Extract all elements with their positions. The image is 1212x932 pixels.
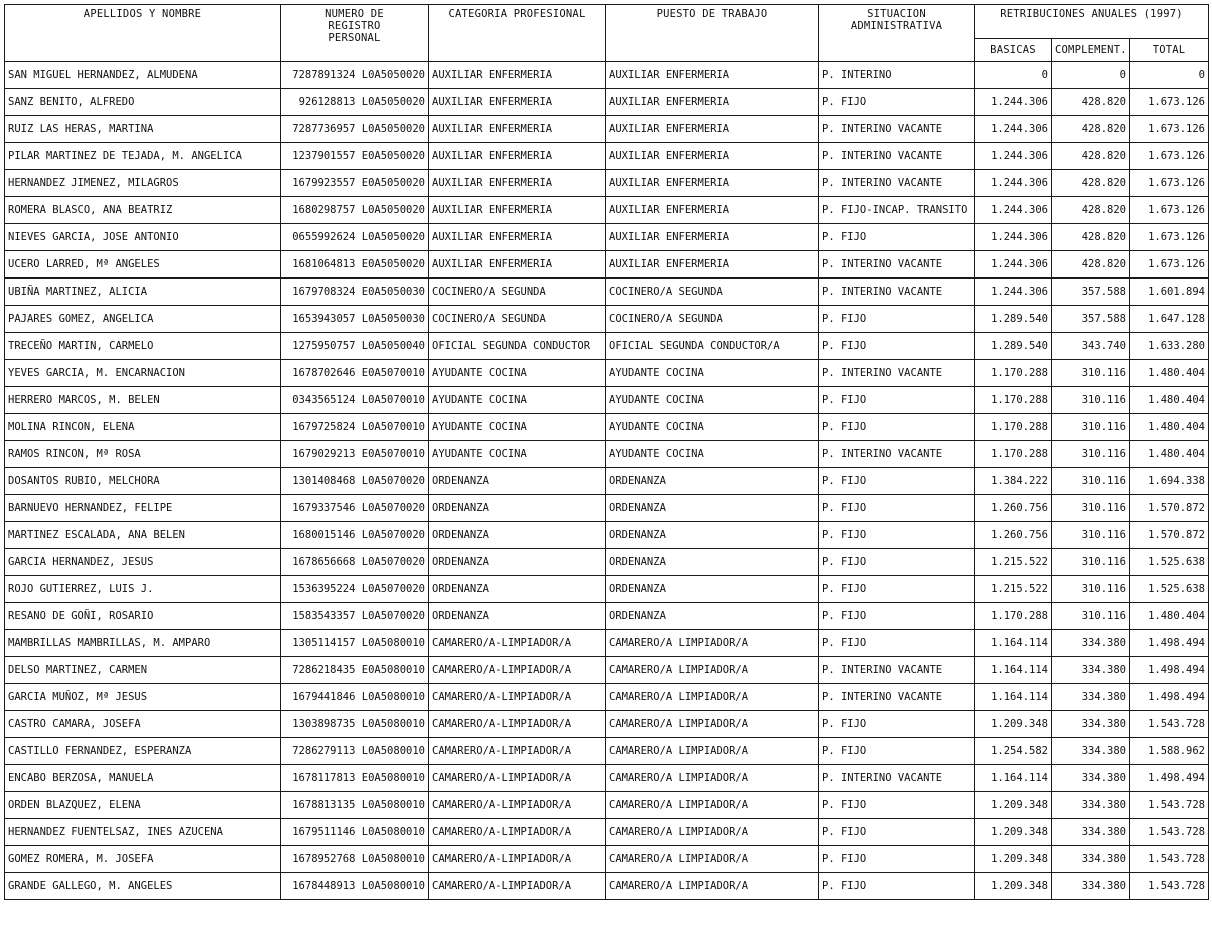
personnel-table xyxy=(4,4,1209,900)
cell-name: CASTILLO FERNANDEZ, ESPERANZA xyxy=(5,738,281,765)
cell-puesto: AYUDANTE COCINA xyxy=(606,387,819,414)
cell-registro: 1681064813 E0A5050020 xyxy=(281,251,429,279)
cell-name: NIEVES GARCIA, JOSE ANTONIO xyxy=(5,224,281,251)
cell-puesto: ORDENANZA xyxy=(606,576,819,603)
cell-categoria: AUXILIAR ENFERMERIA xyxy=(429,251,606,279)
table-row xyxy=(5,278,1209,306)
cell-puesto: AUXILIAR ENFERMERIA xyxy=(606,224,819,251)
cell-categoria: CAMARERO/A-LIMPIADOR/A xyxy=(429,873,606,900)
cell-total: 1.498.494 xyxy=(1130,765,1209,792)
header-situacion-line2: ADMINISTRATIVA xyxy=(850,20,943,32)
cell-categoria: AUXILIAR ENFERMERIA xyxy=(429,89,606,116)
header-situacion xyxy=(819,5,975,62)
table-row xyxy=(5,143,1209,170)
cell-registro: 7286279113 L0A5080010 xyxy=(281,738,429,765)
cell-total: 1.570.872 xyxy=(1130,522,1209,549)
table-row xyxy=(5,441,1209,468)
cell-categoria: AUXILIAR ENFERMERIA xyxy=(429,197,606,224)
header-situacion-line1: SITUACION xyxy=(867,8,926,20)
table-row xyxy=(5,711,1209,738)
cell-complement: 310.116 xyxy=(1052,468,1130,495)
cell-name: PAJARES GOMEZ, ANGELICA xyxy=(5,306,281,333)
cell-complement: 334.380 xyxy=(1052,873,1130,900)
cell-situacion: P. FIJO xyxy=(819,792,975,819)
cell-name: PILAR MARTINEZ DE TEJADA, M. ANGELICA xyxy=(5,143,281,170)
cell-basicas: 1.244.306 xyxy=(975,278,1052,306)
cell-total: 1.633.280 xyxy=(1130,333,1209,360)
header-complement: COMPLEMENT. xyxy=(1052,39,1130,62)
cell-puesto: ORDENANZA xyxy=(606,495,819,522)
cell-basicas: 1.209.348 xyxy=(975,873,1052,900)
cell-name: MAMBRILLAS MAMBRILLAS, M. AMPARO xyxy=(5,630,281,657)
cell-situacion: P. INTERINO VACANTE xyxy=(819,441,975,468)
cell-registro: 1301408468 L0A5070020 xyxy=(281,468,429,495)
cell-situacion: P. FIJO xyxy=(819,603,975,630)
cell-name: ROJO GUTIERREZ, LUIS J. xyxy=(5,576,281,603)
table-row xyxy=(5,576,1209,603)
cell-situacion: P. INTERINO VACANTE xyxy=(819,360,975,387)
cell-total: 1.543.728 xyxy=(1130,792,1209,819)
cell-categoria: CAMARERO/A-LIMPIADOR/A xyxy=(429,792,606,819)
cell-basicas: 1.244.306 xyxy=(975,116,1052,143)
cell-puesto: CAMARERO/A LIMPIADOR/A xyxy=(606,684,819,711)
table-row xyxy=(5,630,1209,657)
table-row xyxy=(5,765,1209,792)
cell-basicas: 1.170.288 xyxy=(975,387,1052,414)
cell-categoria: AUXILIAR ENFERMERIA xyxy=(429,116,606,143)
cell-total: 1.673.126 xyxy=(1130,170,1209,197)
cell-complement: 334.380 xyxy=(1052,657,1130,684)
cell-basicas: 1.244.306 xyxy=(975,251,1052,279)
cell-registro: 7287736957 L0A5050020 xyxy=(281,116,429,143)
cell-puesto: AUXILIAR ENFERMERIA xyxy=(606,170,819,197)
cell-total: 1.543.728 xyxy=(1130,873,1209,900)
header-retribuciones: RETRIBUCIONES ANUALES (1997) xyxy=(975,5,1209,39)
cell-complement: 334.380 xyxy=(1052,630,1130,657)
cell-categoria: ORDENANZA xyxy=(429,576,606,603)
cell-situacion: P. FIJO xyxy=(819,495,975,522)
table-row xyxy=(5,333,1209,360)
cell-basicas: 1.254.582 xyxy=(975,738,1052,765)
cell-basicas: 1.289.540 xyxy=(975,333,1052,360)
cell-name: SANZ BENITO, ALFREDO xyxy=(5,89,281,116)
table-row xyxy=(5,224,1209,251)
table-row xyxy=(5,360,1209,387)
table-row xyxy=(5,792,1209,819)
cell-situacion: P. INTERINO xyxy=(819,62,975,89)
cell-total: 1.480.404 xyxy=(1130,387,1209,414)
cell-total: 1.543.728 xyxy=(1130,846,1209,873)
cell-registro: 1679441846 L0A5080010 xyxy=(281,684,429,711)
cell-categoria: AYUDANTE COCINA xyxy=(429,441,606,468)
cell-complement: 310.116 xyxy=(1052,603,1130,630)
cell-basicas: 1.170.288 xyxy=(975,414,1052,441)
cell-puesto: ORDENANZA xyxy=(606,522,819,549)
cell-complement: 334.380 xyxy=(1052,792,1130,819)
cell-total: 1.480.404 xyxy=(1130,414,1209,441)
cell-registro: 7286218435 E0A5080010 xyxy=(281,657,429,684)
cell-name: RAMOS RINCON, Mª ROSA xyxy=(5,441,281,468)
table-row xyxy=(5,873,1209,900)
cell-puesto: COCINERO/A SEGUNDA xyxy=(606,278,819,306)
cell-categoria: CAMARERO/A-LIMPIADOR/A xyxy=(429,738,606,765)
cell-registro: 1583543357 L0A5070020 xyxy=(281,603,429,630)
cell-puesto: AUXILIAR ENFERMERIA xyxy=(606,62,819,89)
cell-registro: 1303898735 L0A5080010 xyxy=(281,711,429,738)
cell-registro: 0655992624 L0A5050020 xyxy=(281,224,429,251)
cell-puesto: COCINERO/A SEGUNDA xyxy=(606,306,819,333)
cell-registro: 1653943057 L0A5050030 xyxy=(281,306,429,333)
table-row xyxy=(5,846,1209,873)
header-registro-line3: PERSONAL xyxy=(328,32,381,44)
cell-categoria: COCINERO/A SEGUNDA xyxy=(429,306,606,333)
cell-registro: 1678117813 E0A5080010 xyxy=(281,765,429,792)
cell-situacion: P. FIJO xyxy=(819,414,975,441)
cell-complement: 334.380 xyxy=(1052,765,1130,792)
cell-situacion: P. INTERINO VACANTE xyxy=(819,684,975,711)
cell-total: 1.673.126 xyxy=(1130,116,1209,143)
cell-complement: 357.588 xyxy=(1052,306,1130,333)
cell-situacion: P. FIJO xyxy=(819,846,975,873)
cell-registro: 0343565124 L0A5070010 xyxy=(281,387,429,414)
cell-situacion: P. FIJO xyxy=(819,468,975,495)
cell-complement: 334.380 xyxy=(1052,819,1130,846)
cell-registro: 1680015146 L0A5070020 xyxy=(281,522,429,549)
cell-registro: 1678702646 E0A5070010 xyxy=(281,360,429,387)
cell-complement: 428.820 xyxy=(1052,89,1130,116)
cell-categoria: CAMARERO/A-LIMPIADOR/A xyxy=(429,765,606,792)
cell-basicas: 1.215.522 xyxy=(975,576,1052,603)
cell-puesto: CAMARERO/A LIMPIADOR/A xyxy=(606,711,819,738)
table-body xyxy=(5,62,1209,900)
cell-puesto: AUXILIAR ENFERMERIA xyxy=(606,116,819,143)
cell-puesto: AUXILIAR ENFERMERIA xyxy=(606,251,819,279)
cell-registro: 926128813 L0A5050020 xyxy=(281,89,429,116)
cell-complement: 334.380 xyxy=(1052,684,1130,711)
cell-situacion: P. INTERINO VACANTE xyxy=(819,170,975,197)
cell-puesto: ORDENANZA xyxy=(606,549,819,576)
cell-situacion: P. FIJO xyxy=(819,224,975,251)
retribuciones-sheet xyxy=(4,4,1208,928)
cell-categoria: CAMARERO/A-LIMPIADOR/A xyxy=(429,819,606,846)
cell-total: 1.498.494 xyxy=(1130,684,1209,711)
cell-categoria: COCINERO/A SEGUNDA xyxy=(429,278,606,306)
cell-complement: 334.380 xyxy=(1052,711,1130,738)
cell-categoria: CAMARERO/A-LIMPIADOR/A xyxy=(429,630,606,657)
cell-puesto: ORDENANZA xyxy=(606,603,819,630)
table-row xyxy=(5,116,1209,143)
cell-basicas: 1.209.348 xyxy=(975,819,1052,846)
header-registro-line1: NUMERO DE xyxy=(325,8,384,20)
cell-basicas: 1.244.306 xyxy=(975,143,1052,170)
cell-situacion: P. FIJO xyxy=(819,576,975,603)
cell-total: 1.673.126 xyxy=(1130,143,1209,170)
cell-situacion: P. FIJO xyxy=(819,738,975,765)
table-row xyxy=(5,549,1209,576)
cell-name: YEVES GARCIA, M. ENCARNACION xyxy=(5,360,281,387)
cell-complement: 428.820 xyxy=(1052,116,1130,143)
cell-total: 1.543.728 xyxy=(1130,711,1209,738)
cell-complement: 310.116 xyxy=(1052,522,1130,549)
cell-complement: 428.820 xyxy=(1052,251,1130,279)
cell-situacion: P. FIJO xyxy=(819,306,975,333)
cell-puesto: CAMARERO/A LIMPIADOR/A xyxy=(606,846,819,873)
cell-categoria: AYUDANTE COCINA xyxy=(429,414,606,441)
cell-registro: 1679511146 L0A5080010 xyxy=(281,819,429,846)
cell-basicas: 0 xyxy=(975,62,1052,89)
cell-categoria: ORDENANZA xyxy=(429,495,606,522)
table-header xyxy=(5,5,1209,62)
cell-basicas: 1.244.306 xyxy=(975,170,1052,197)
cell-categoria: AUXILIAR ENFERMERIA xyxy=(429,224,606,251)
table-row xyxy=(5,306,1209,333)
cell-puesto: ORDENANZA xyxy=(606,468,819,495)
cell-puesto: CAMARERO/A LIMPIADOR/A xyxy=(606,657,819,684)
cell-name: UCERO LARRED, Mª ANGELES xyxy=(5,251,281,279)
cell-total: 0 xyxy=(1130,62,1209,89)
cell-registro: 1679708324 E0A5050030 xyxy=(281,278,429,306)
cell-puesto: OFICIAL SEGUNDA CONDUCTOR/A xyxy=(606,333,819,360)
header-registro xyxy=(281,5,429,62)
cell-situacion: P. FIJO-INCAP. TRANSITO xyxy=(819,197,975,224)
table-row xyxy=(5,468,1209,495)
cell-complement: 357.588 xyxy=(1052,278,1130,306)
cell-situacion: P. INTERINO VACANTE xyxy=(819,278,975,306)
cell-situacion: P. FIJO xyxy=(819,711,975,738)
cell-name: CASTRO CAMARA, JOSEFA xyxy=(5,711,281,738)
cell-name: HERNANDEZ JIMENEZ, MILAGROS xyxy=(5,170,281,197)
cell-total: 1.525.638 xyxy=(1130,549,1209,576)
cell-name: MOLINA RINCON, ELENA xyxy=(5,414,281,441)
cell-total: 1.480.404 xyxy=(1130,360,1209,387)
cell-total: 1.480.404 xyxy=(1130,603,1209,630)
cell-complement: 428.820 xyxy=(1052,170,1130,197)
cell-basicas: 1.244.306 xyxy=(975,224,1052,251)
cell-categoria: CAMARERO/A-LIMPIADOR/A xyxy=(429,846,606,873)
cell-basicas: 1.209.348 xyxy=(975,711,1052,738)
cell-categoria: AUXILIAR ENFERMERIA xyxy=(429,143,606,170)
cell-name: TRECEÑO MARTIN, CARMELO xyxy=(5,333,281,360)
cell-total: 1.673.126 xyxy=(1130,224,1209,251)
cell-categoria: AUXILIAR ENFERMERIA xyxy=(429,62,606,89)
cell-basicas: 1.164.114 xyxy=(975,657,1052,684)
cell-name: SAN MIGUEL HERNANDEZ, ALMUDENA xyxy=(5,62,281,89)
cell-puesto: CAMARERO/A LIMPIADOR/A xyxy=(606,765,819,792)
cell-puesto: AYUDANTE COCINA xyxy=(606,360,819,387)
cell-basicas: 1.215.522 xyxy=(975,549,1052,576)
cell-basicas: 1.384.222 xyxy=(975,468,1052,495)
cell-complement: 310.116 xyxy=(1052,576,1130,603)
cell-name: DOSANTOS RUBIO, MELCHORA xyxy=(5,468,281,495)
header-categoria: CATEGORIA PROFESIONAL xyxy=(429,5,606,62)
cell-categoria: AYUDANTE COCINA xyxy=(429,387,606,414)
cell-complement: 428.820 xyxy=(1052,224,1130,251)
cell-registro: 1305114157 L0A5080010 xyxy=(281,630,429,657)
table-row xyxy=(5,657,1209,684)
table-row xyxy=(5,603,1209,630)
cell-basicas: 1.164.114 xyxy=(975,630,1052,657)
cell-complement: 428.820 xyxy=(1052,197,1130,224)
cell-categoria: ORDENANZA xyxy=(429,522,606,549)
cell-complement: 310.116 xyxy=(1052,441,1130,468)
cell-basicas: 1.209.348 xyxy=(975,846,1052,873)
header-registro-line2: REGISTRO xyxy=(328,20,381,32)
cell-complement: 428.820 xyxy=(1052,143,1130,170)
cell-basicas: 1.209.348 xyxy=(975,792,1052,819)
cell-name: RESANO DE GOÑI, ROSARIO xyxy=(5,603,281,630)
cell-name: RUIZ LAS HERAS, MARTINA xyxy=(5,116,281,143)
cell-registro: 7287891324 L0A5050020 xyxy=(281,62,429,89)
cell-basicas: 1.244.306 xyxy=(975,89,1052,116)
table-row xyxy=(5,522,1209,549)
cell-situacion: P. FIJO xyxy=(819,387,975,414)
table-row xyxy=(5,684,1209,711)
cell-name: GRANDE GALLEGO, M. ANGELES xyxy=(5,873,281,900)
cell-puesto: CAMARERO/A LIMPIADOR/A xyxy=(606,738,819,765)
cell-name: HERNANDEZ FUENTELSAZ, INES AZUCENA xyxy=(5,819,281,846)
cell-puesto: CAMARERO/A LIMPIADOR/A xyxy=(606,792,819,819)
cell-complement: 0 xyxy=(1052,62,1130,89)
cell-puesto: AUXILIAR ENFERMERIA xyxy=(606,89,819,116)
cell-name: GOMEZ ROMERA, M. JOSEFA xyxy=(5,846,281,873)
cell-name: ENCABO BERZOSA, MANUELA xyxy=(5,765,281,792)
table-row xyxy=(5,170,1209,197)
cell-puesto: AUXILIAR ENFERMERIA xyxy=(606,143,819,170)
cell-total: 1.498.494 xyxy=(1130,657,1209,684)
cell-complement: 343.740 xyxy=(1052,333,1130,360)
cell-basicas: 1.244.306 xyxy=(975,197,1052,224)
cell-registro: 1536395224 L0A5070020 xyxy=(281,576,429,603)
cell-name: ROMERA BLASCO, ANA BEATRIZ xyxy=(5,197,281,224)
cell-categoria: CAMARERO/A-LIMPIADOR/A xyxy=(429,657,606,684)
cell-registro: 1679337546 L0A5070020 xyxy=(281,495,429,522)
table-row xyxy=(5,495,1209,522)
cell-situacion: P. INTERINO VACANTE xyxy=(819,116,975,143)
cell-basicas: 1.170.288 xyxy=(975,441,1052,468)
cell-name: GARCIA HERNANDEZ, JESUS xyxy=(5,549,281,576)
cell-puesto: CAMARERO/A LIMPIADOR/A xyxy=(606,630,819,657)
cell-registro: 1678813135 L0A5080010 xyxy=(281,792,429,819)
cell-puesto: CAMARERO/A LIMPIADOR/A xyxy=(606,819,819,846)
table-row xyxy=(5,819,1209,846)
cell-puesto: AUXILIAR ENFERMERIA xyxy=(606,197,819,224)
cell-registro: 1679725824 L0A5070010 xyxy=(281,414,429,441)
cell-registro: 1678656668 L0A5070020 xyxy=(281,549,429,576)
cell-total: 1.694.338 xyxy=(1130,468,1209,495)
cell-total: 1.570.872 xyxy=(1130,495,1209,522)
header-total: TOTAL xyxy=(1130,39,1209,62)
cell-name: UBIÑA MARTINEZ, ALICIA xyxy=(5,278,281,306)
cell-basicas: 1.289.540 xyxy=(975,306,1052,333)
cell-categoria: CAMARERO/A-LIMPIADOR/A xyxy=(429,684,606,711)
cell-categoria: ORDENANZA xyxy=(429,603,606,630)
cell-total: 1.647.128 xyxy=(1130,306,1209,333)
cell-situacion: P. INTERINO VACANTE xyxy=(819,657,975,684)
cell-total: 1.543.728 xyxy=(1130,819,1209,846)
cell-registro: 1237901557 E0A5050020 xyxy=(281,143,429,170)
table-row xyxy=(5,89,1209,116)
cell-situacion: P. FIJO xyxy=(819,89,975,116)
cell-basicas: 1.260.756 xyxy=(975,522,1052,549)
cell-name: DELSO MARTINEZ, CARMEN xyxy=(5,657,281,684)
cell-total: 1.673.126 xyxy=(1130,89,1209,116)
cell-total: 1.588.962 xyxy=(1130,738,1209,765)
cell-categoria: ORDENANZA xyxy=(429,549,606,576)
cell-name: GARCIA MUÑOZ, Mª JESUS xyxy=(5,684,281,711)
cell-categoria: AUXILIAR ENFERMERIA xyxy=(429,170,606,197)
table-row xyxy=(5,197,1209,224)
cell-registro: 1680298757 L0A5050020 xyxy=(281,197,429,224)
cell-registro: 1679029213 E0A5070010 xyxy=(281,441,429,468)
cell-puesto: CAMARERO/A LIMPIADOR/A xyxy=(606,873,819,900)
cell-situacion: P. FIJO xyxy=(819,630,975,657)
header-name: APELLIDOS Y NOMBRE xyxy=(5,5,281,62)
cell-categoria: ORDENANZA xyxy=(429,468,606,495)
cell-name: MARTINEZ ESCALADA, ANA BELEN xyxy=(5,522,281,549)
cell-total: 1.673.126 xyxy=(1130,197,1209,224)
cell-basicas: 1.170.288 xyxy=(975,603,1052,630)
header-basicas: BASICAS xyxy=(975,39,1052,62)
cell-total: 1.480.404 xyxy=(1130,441,1209,468)
cell-total: 1.601.894 xyxy=(1130,278,1209,306)
cell-name: BARNUEVO HERNANDEZ, FELIPE xyxy=(5,495,281,522)
cell-puesto: AYUDANTE COCINA xyxy=(606,441,819,468)
cell-total: 1.525.638 xyxy=(1130,576,1209,603)
cell-complement: 310.116 xyxy=(1052,360,1130,387)
cell-puesto: AYUDANTE COCINA xyxy=(606,414,819,441)
cell-total: 1.673.126 xyxy=(1130,251,1209,279)
cell-name: HERRERO MARCOS, M. BELEN xyxy=(5,387,281,414)
cell-basicas: 1.164.114 xyxy=(975,684,1052,711)
cell-complement: 310.116 xyxy=(1052,387,1130,414)
cell-registro: 1678448913 L0A5080010 xyxy=(281,873,429,900)
cell-registro: 1275950757 L0A5050040 xyxy=(281,333,429,360)
cell-situacion: P. FIJO xyxy=(819,873,975,900)
cell-situacion: P. INTERINO VACANTE xyxy=(819,765,975,792)
table-row xyxy=(5,387,1209,414)
cell-situacion: P. FIJO xyxy=(819,522,975,549)
cell-registro: 1679923557 E0A5050020 xyxy=(281,170,429,197)
cell-categoria: CAMARERO/A-LIMPIADOR/A xyxy=(429,711,606,738)
table-row xyxy=(5,738,1209,765)
cell-situacion: P. FIJO xyxy=(819,333,975,360)
cell-total: 1.498.494 xyxy=(1130,630,1209,657)
table-row xyxy=(5,251,1209,279)
cell-categoria: OFICIAL SEGUNDA CONDUCTOR xyxy=(429,333,606,360)
cell-name: ORDEN BLAZQUEZ, ELENA xyxy=(5,792,281,819)
cell-basicas: 1.260.756 xyxy=(975,495,1052,522)
cell-registro: 1678952768 L0A5080010 xyxy=(281,846,429,873)
cell-situacion: P. FIJO xyxy=(819,549,975,576)
cell-complement: 334.380 xyxy=(1052,846,1130,873)
cell-situacion: P. INTERINO VACANTE xyxy=(819,251,975,279)
cell-complement: 334.380 xyxy=(1052,738,1130,765)
cell-situacion: P. INTERINO VACANTE xyxy=(819,143,975,170)
table-row xyxy=(5,414,1209,441)
cell-situacion: P. FIJO xyxy=(819,819,975,846)
cell-basicas: 1.164.114 xyxy=(975,765,1052,792)
table-row xyxy=(5,62,1209,89)
cell-complement: 310.116 xyxy=(1052,549,1130,576)
cell-complement: 310.116 xyxy=(1052,414,1130,441)
cell-categoria: AYUDANTE COCINA xyxy=(429,360,606,387)
cell-basicas: 1.170.288 xyxy=(975,360,1052,387)
cell-complement: 310.116 xyxy=(1052,495,1130,522)
header-puesto: PUESTO DE TRABAJO xyxy=(606,5,819,62)
